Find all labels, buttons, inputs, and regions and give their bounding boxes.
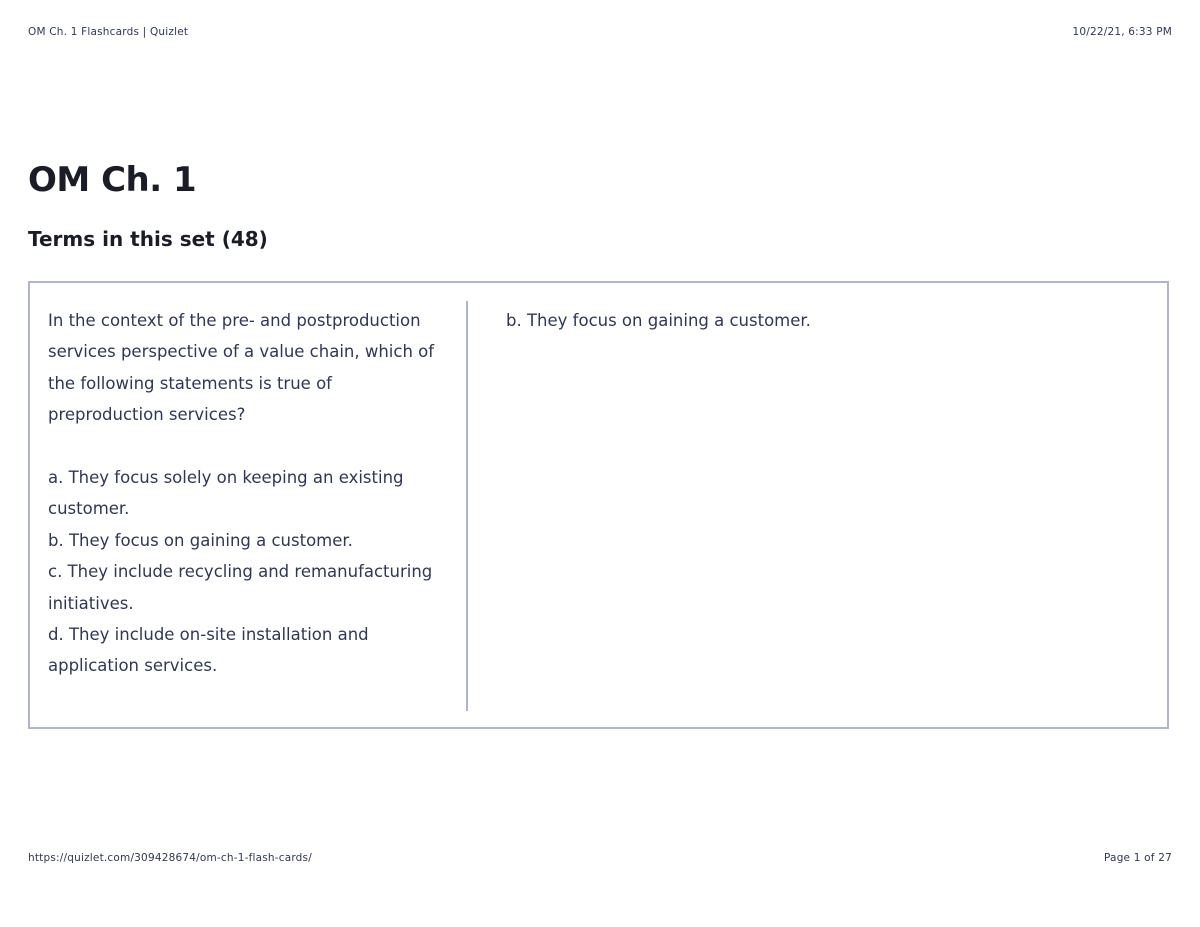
flashcard: [28, 281, 1169, 729]
flashcard-divider: [466, 301, 468, 711]
flashcard-term: In the context of the pre- and postproduction services perspective of a value chain, which of the following statements is true of preproduction services? a. They focus solely on keeping an existing customer. b. They focus on gaining a customer. c. They include recycling and remanufacturing initiatives. d. They include on-site installation and application services.: [48, 311, 435, 676]
print-footer-page-indicator: Page 1 of 27: [1104, 852, 1172, 864]
print-header-title: OM Ch. 1 Flashcards | Quizlet: [28, 26, 189, 38]
flashcard-definition: b. They focus on gaining a customer.: [506, 311, 811, 330]
set-title: OM Ch. 1: [28, 160, 197, 200]
print-header-datetime: 10/22/21, 6:33 PM: [1072, 26, 1172, 38]
terms-count-heading: Terms in this set (48): [28, 227, 268, 251]
print-footer-url: https://quizlet.com/309428674/om-ch-1-flash-cards/: [28, 852, 312, 864]
